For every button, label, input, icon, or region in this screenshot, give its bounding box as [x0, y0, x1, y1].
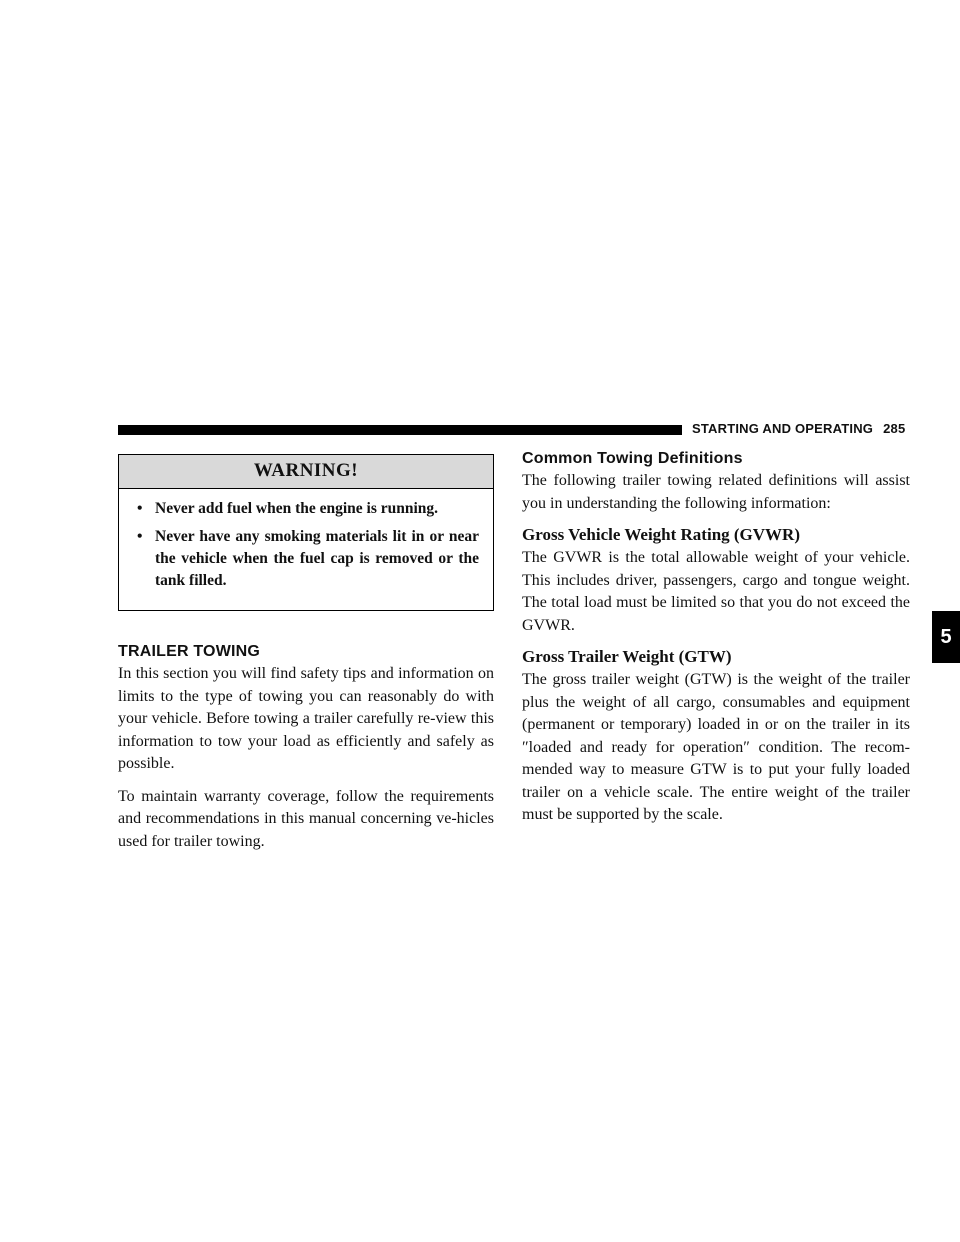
left-column: [118, 454, 494, 863]
warning-item: • Never add fuel when the engine is running.: [133, 498, 479, 520]
section-heading-definitions: Common Towing Definitions: [522, 450, 743, 467]
warning-title: WARNING!: [119, 455, 493, 489]
section-heading-trailer-towing: TRAILER TOWING: [118, 643, 261, 660]
subheading-gtw: Gross Trailer Weight (GTW): [522, 647, 732, 666]
section-title: STARTING AND OPERATING: [692, 421, 874, 436]
paragraph: To maintain warranty coverage, follow the requirements and recommendations in this manual concerning ve-hicles used for trailer towing.: [118, 787, 494, 850]
running-header: [692, 421, 912, 436]
warning-box: [118, 454, 494, 611]
paragraph: The GVWR is the total allowable weight of your vehicle. This includes driver, passengers, cargo and tongue weight. The total load must be limited so that you do not exceed the GVWR.: [522, 549, 910, 634]
warning-list: [119, 489, 493, 610]
paragraph: In this section you will find safety tips and information on limits to the type of towing you can reasonably do with your vehicle. Before towing a trailer carefully re-view this information to tow your load as efficiently and safely as possible.: [118, 665, 494, 772]
bullet-icon: •: [137, 500, 143, 517]
paragraph: The gross trailer weight (GTW) is the weight of the trailer plus the weight of all cargo, consumables and equipment (permanent or temporary) loaded in or on the trailer in its ″loaded and ready for operation″ condition. The recom-mended way to measure GTW is to put your fully loaded trailer on a vehicle scale. The entire weight of the trailer must be supported by the scale.: [522, 671, 910, 823]
header-rule: [118, 425, 682, 435]
chapter-tab: 5: [932, 611, 960, 663]
right-column: [522, 450, 910, 837]
page-number: 285: [883, 421, 906, 436]
paragraph: The following trailer towing related definitions will assist you in understanding the following information:: [522, 472, 910, 512]
warning-item: • Never have any smoking materials lit in or near the vehicle when the fuel cap is removed or the tank filled.: [137, 528, 479, 589]
bullet-icon: •: [137, 528, 143, 545]
subheading-gvwr: Gross Vehicle Weight Rating (GVWR): [522, 525, 800, 544]
